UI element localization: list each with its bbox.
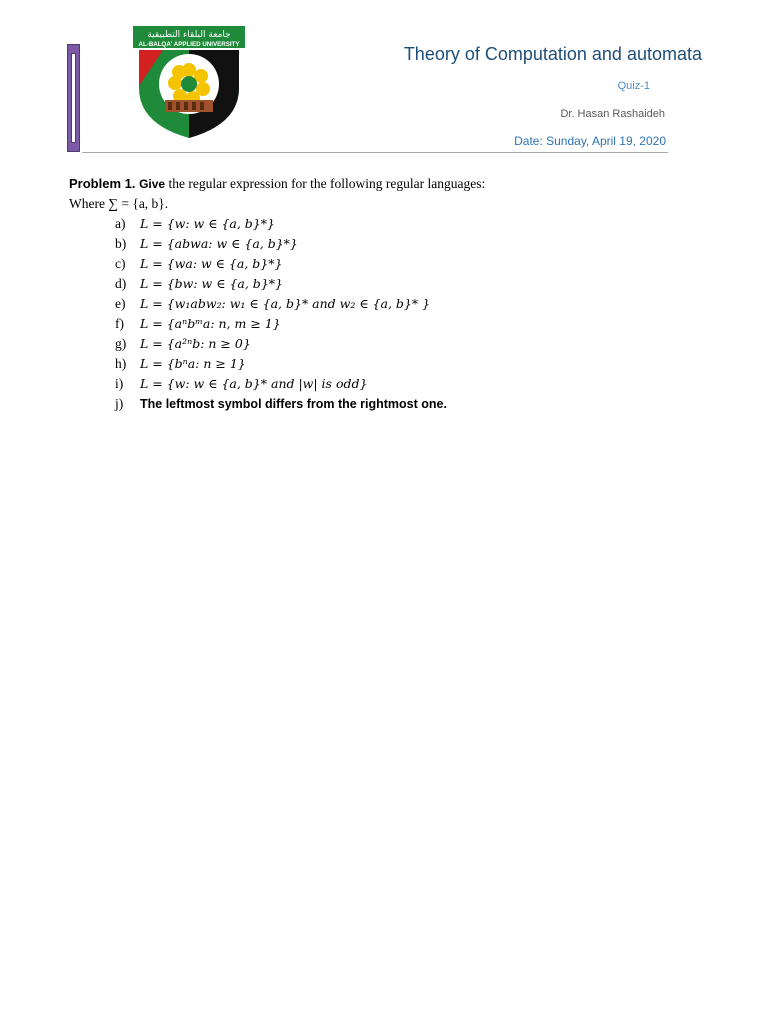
item-expression: L = {w: w ∈ {a, b}*} [140,216,275,231]
item-letter: i) [115,376,124,391]
university-logo [133,26,245,138]
item-expression: L = {a²ⁿb: n ≥ 0} [140,336,251,351]
logo-english-text: AL-BALQA' APPLIED UNIVERSITY [138,41,240,48]
item-expression: L = {aⁿbᵐa: n, m ≥ 1} [140,316,281,331]
instructor-name: Dr. Hasan Rashaideh [560,108,665,120]
problem-label: Problem 1 [69,176,132,191]
item-letter: g) [115,336,127,351]
item-expression: L = {w: w ∈ {a, b}* and |w| is odd} [140,376,368,391]
list-item [115,356,246,376]
item-expression: L = {bw: w ∈ {a, b}*} [140,276,283,291]
give-word: Give [139,177,166,191]
list-item [115,316,281,336]
quiz-date: Date: Sunday, April 19, 2020 [514,134,666,148]
list-item [115,336,251,356]
item-expression: L = {abwa: w ∈ {a, b}*} [140,236,298,251]
decorative-sidebar-bar [67,44,80,152]
list-item [115,216,275,236]
item-letter: a) [115,216,126,231]
item-letter: h) [115,356,127,371]
quiz-label: Quiz-1 [617,80,650,92]
header-divider [82,152,668,153]
list-item [115,256,282,276]
item-letter: b) [115,236,127,251]
item-letter: c) [115,256,126,271]
item-letter: j) [115,396,124,411]
item-letter: e) [115,296,126,311]
problem-label-dot: . [131,176,140,191]
list-item [115,296,430,316]
list-item [115,396,447,416]
problem-statement [69,176,485,192]
item-expression: L = {w₁abw₂: w₁ ∈ {a, b}* and w₂ ∈ {a, b}* } [140,296,431,311]
logo-arabic-text: جامعة البلقاء التطبيقية [147,30,231,40]
item-letter: d) [115,276,127,291]
item-expression: L = {bⁿa: n ≥ 1} [140,356,246,371]
list-item [115,376,367,396]
page-title: Theory of Computation and automata [403,44,702,64]
item-expression: L = {wa: w ∈ {a, b}*} [140,256,283,271]
item-expression: The leftmost symbol differs from the rightmost one. [140,397,447,411]
problem-intro: the regular expression for the following regular languages: [165,176,486,191]
list-item [115,236,298,256]
list-item [115,276,283,296]
alphabet-definition: Where ∑ = {a, b}. [69,196,169,211]
item-letter: f) [115,316,124,331]
